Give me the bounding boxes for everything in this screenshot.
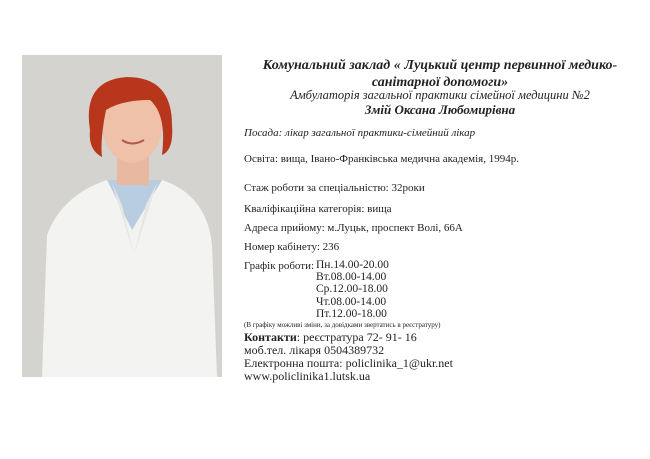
address: Адреса прийому: м.Луцьк, проспект Волі, 66А bbox=[244, 222, 463, 234]
email: Електронна пошта: policlinika_1@ukr.net bbox=[244, 356, 453, 370]
registry-phone: : реєстратура 72- 91- 16 bbox=[296, 330, 417, 344]
schedule-note: (В графіку можливі зміни, за довідками звертатись в реєстратуру) bbox=[244, 321, 441, 329]
schedule-wednesday: Ср.12.00-18.00 bbox=[316, 283, 388, 295]
contacts-label: Контакти bbox=[244, 330, 297, 344]
doctor-portrait-illustration bbox=[22, 55, 222, 377]
doctor-name: Змій Оксана Любомирівна bbox=[364, 102, 516, 117]
schedule-tuesday: Вт.08.00-14.00 bbox=[316, 271, 387, 283]
website: www.policlinika1.lutsk.ua bbox=[244, 369, 371, 383]
schedule-thursday: Чт.08.00-14.00 bbox=[316, 296, 387, 308]
experience: Стаж роботи за спеціальністю: 32роки bbox=[244, 182, 425, 194]
position: Посада: лікар загальної практики-сімейний лікар bbox=[244, 127, 476, 139]
education: Освіта: вища, Івано-Франківська медична академія, 1994р. bbox=[244, 153, 519, 165]
doctor-mobile: моб.тел. лікаря 0504389732 bbox=[244, 343, 385, 357]
schedule-label: Графік роботи: bbox=[244, 260, 315, 272]
institution-line-1: Комунальний заклад « Луцький центр первинної медико- bbox=[262, 58, 618, 73]
ambulatory-name: Амбулаторія загальної практики сімейної медицини №2 bbox=[290, 88, 590, 102]
doctor-photo bbox=[22, 55, 222, 377]
schedule-friday: Пт.12.00-18.00 bbox=[316, 308, 387, 320]
cabinet: Номер кабінету: 236 bbox=[244, 241, 340, 253]
category: Кваліфікаційна категорія: вища bbox=[244, 203, 392, 215]
institution-line-2: санітарної допомоги» bbox=[371, 75, 509, 90]
schedule-monday: Пн.14.00-20.00 bbox=[316, 259, 389, 271]
institution-name bbox=[240, 57, 640, 91]
